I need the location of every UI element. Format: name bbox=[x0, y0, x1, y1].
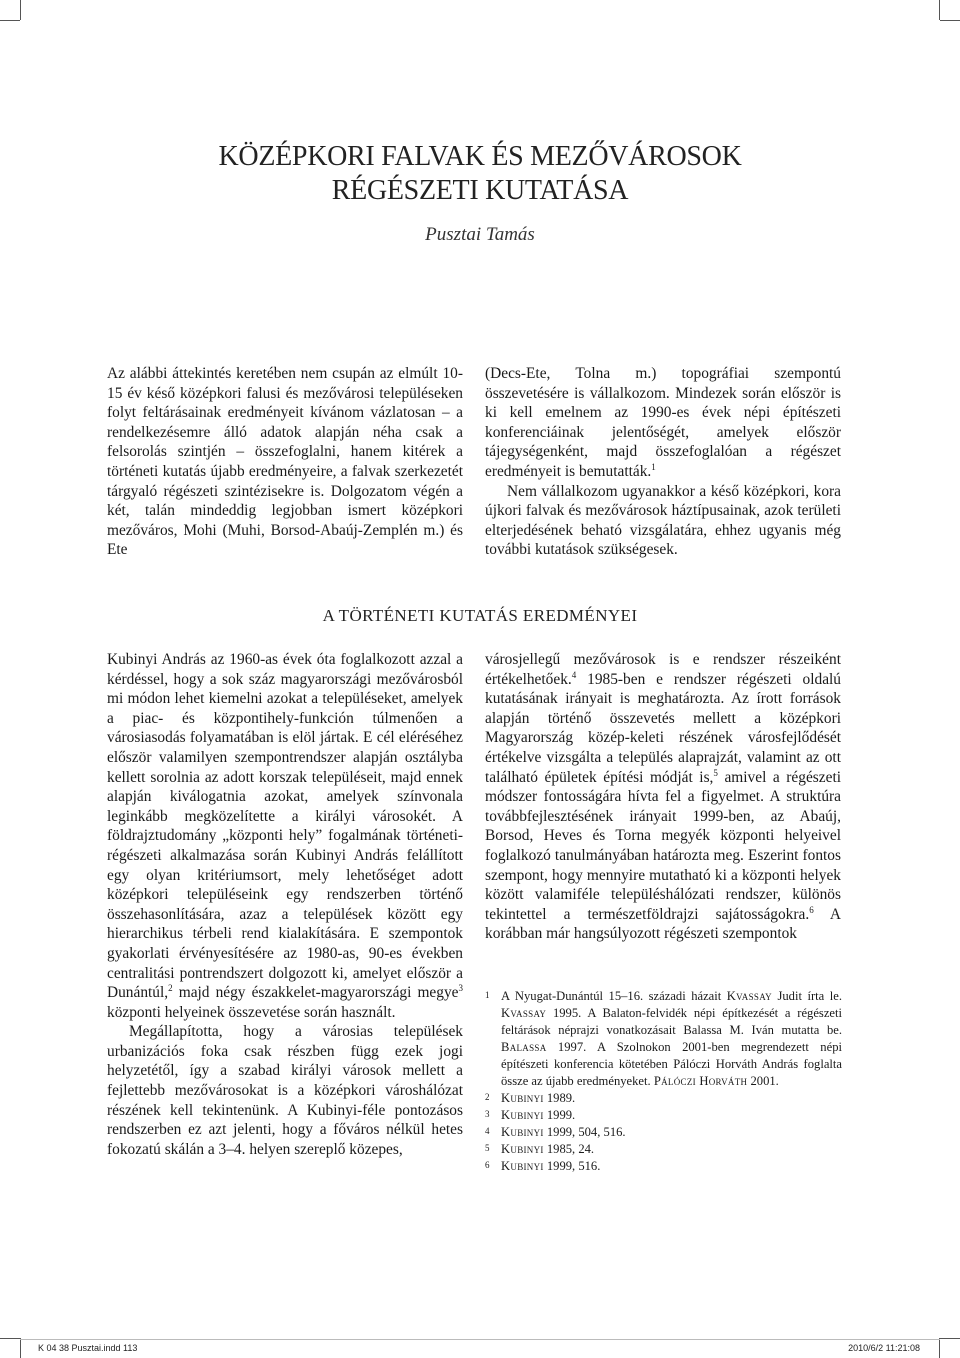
footnote bbox=[485, 1141, 842, 1158]
footnote-number: 3 bbox=[485, 1109, 490, 1119]
footnote-ref: 4 bbox=[571, 669, 577, 680]
abstract-paragraph: Az alábbi áttekintés keretében nem csupán az elmúlt 10-15 év késő középkori falusi és mezővárosi településeken folyt feltárásainak eredményeit kívánom vázlatosan – a rendelkezésemre álló adatok alapján néha csak a felsorolás szintjén – összefoglalni, hanem kitérek a történeti kutatás újabb eredményeire, a falvak szerkezetét tárgyaló régészeti szintézisekre is. Dolgozatom végén a két, talán mindeddig legjobban ismert középkori mezőváros, Mohi (Muhi, Borsod-Abaúj-Zemplén m.) és Ete bbox=[107, 365, 463, 559]
crop-mark bbox=[0, 20, 20, 21]
author-name: Pusztai Tamás bbox=[425, 224, 535, 245]
slug-timestamp: 2010/6/2 11:21:08 bbox=[848, 1343, 920, 1353]
footnotes bbox=[485, 988, 842, 1175]
body-paragraph: városjellegű mezővárosok is e rendszer részeiként értékelhetőek.$^4$ 1985-ben e rendszer régészeti oldalú kutatásának irányait is meghatározta. Az írott források alapján történő összevetés mellett a középkori Magyarország közép-keleti részének városfejlődését értékelve vizsgálta a település alaprajzát, valamint az ott található épületek építési módját is,$^5$ amivel a régészeti módszer fontosságára hívta fel a figyelmet. A struktúra továbbfejlesztésének irányait 1999-ben, az Abaúj, Borsod, Heves és Torna megyék központi helyeivel foglalkozó tanulmányában határozta meg. Eszerint fontos szempont, hogy mennyire mutatható ki a központi helyek között valamiféle településhálózati rendszer, különös tekintettel a természetföldrajzi sajátosságokra.$^6$ A korábban már hangsúlyozott régészeti szempontok bbox=[485, 651, 841, 943]
body-column-right bbox=[485, 650, 841, 944]
footnote-ref: 6 bbox=[809, 904, 814, 915]
slug-file-name: K 04 38 Pusztai.indd 113 bbox=[38, 1343, 138, 1353]
footnote-text: Kubinyi 1999. bbox=[501, 1108, 576, 1122]
crop-mark bbox=[940, 1338, 960, 1339]
footnote-ref: 3 bbox=[458, 982, 463, 993]
footnote bbox=[485, 1158, 842, 1175]
footnote-number: 6 bbox=[485, 1160, 490, 1170]
article-title-line-1: KÖZÉPKORI FALVAK ÉS MEZŐVÁROSOK bbox=[218, 141, 742, 172]
footnote-text: Kubinyi 1999, 504, 516. bbox=[501, 1125, 626, 1139]
body-paragraph: Megállapította, hogy a városias települések urbanizációs foka csak részben függ ezek jogi helyzetétől, így a szabad királyi városok mellett a fejlettebb mezővárosokat is a középkori városhálózat részének kell tekintenünk. A Kubinyi-féle pontozásos rendszerben ez azt jelenti, hogy a főváros nélkül hetes fokozatú skálán a 3–4. helyen szereplő közepes, bbox=[107, 1023, 463, 1158]
crop-mark bbox=[20, 0, 21, 20]
footnote bbox=[485, 1124, 842, 1141]
abstract-paragraph: (Decs-Ete, Tolna m.) topográfiai szempontú összevetésére is vállalkozom. Mindezek során először is ki kell emelnem az 1990-es évek népi építészeti konferenciáinak jelentőségét, amelyek először tájegységenként, majd összefoglalóan a régészet eredményeit is bemutatták.$^1$ bbox=[485, 365, 841, 480]
footnote-text: A Nyugat-Dunántúl 15–16. századi házait Kvassay Judit írta le. Kvassay 1995. A Balaton-felvidék népi építkezését a régészeti feltárások néprajzi vonatkozásait Balassa M. Iván mutatta be. Balassa 1997. A Szolnokon 2001-ben megrendezett népi építészeti konferencia kötetében Pálóczi Horváth András foglalta össze az újabb eredményeket. Pálóczi Horváth 2001. bbox=[501, 989, 842, 1088]
footnote-number: 5 bbox=[485, 1143, 490, 1153]
body-column-left bbox=[107, 650, 463, 1159]
crop-mark bbox=[939, 0, 940, 20]
footnote-number: 4 bbox=[485, 1126, 490, 1136]
section-heading: A TÖRTÉNETI KUTATÁS EREDMÉNYEI bbox=[322, 606, 638, 625]
footnote-number: 1 bbox=[485, 990, 490, 1000]
abstract-paragraph: Nem vállalkozom ugyanakkor a késő középkori, kora újkori falvak és mezővárosok háztípusainak, azok területi elterjedésének beható vizsgálatára, ehhez ugyanis még további kutatások szükségesek. bbox=[485, 482, 841, 559]
footnote bbox=[485, 1090, 842, 1107]
footnote-number: 2 bbox=[485, 1092, 490, 1102]
article-title bbox=[0, 140, 960, 208]
abstract-column-left bbox=[107, 364, 463, 560]
crop-mark bbox=[940, 20, 960, 21]
footnote bbox=[485, 988, 842, 1090]
body-paragraph: Kubinyi András az 1960-as évek óta foglalkozott azzal a kérdéssel, hogy a sok száz magyarországi mezővárosból mi módon lehet kiemelni azokat a településeket, amelyek a piac- és központihely-funkción túlmenően a városiasodás folyamatában is elöl jártak. E cél eléréséhez először valamilyen szempontrendszer alapján osztályba kellett sorolnia az adott korszak településeit, majd ennek alapján kiválogatnia azokat, amelyek színvonala leginkább megközelítette a királyi városokét. A földrajztudomány „központi hely” fogalmának történeti-régészeti alkalmazása során Kubinyi András felállított egy olyan kritériumsort, mely lehetőséget adott középkori településeink egy rendszerben történő összehasonlítására, azaz a települések között egy hierarchikus térbeli rend kialakítására. E szempontok gyakorlati érvényesítésére az 1980-as, 90-es években centralitási pontrendszert dolgozott ki, amelyet először a Dunántúl,$^2$ majd négy északkelet-magyarországi megye$^3$ központi helyeinek összevetése során használt. bbox=[107, 651, 463, 1021]
article-title-line-2: RÉGÉSZETI KUTATÁSA bbox=[331, 175, 629, 206]
slug-line bbox=[20, 1339, 940, 1354]
footnote-ref: 2 bbox=[168, 982, 173, 993]
footnote-text: Kubinyi 1985, 24. bbox=[501, 1142, 595, 1156]
crop-mark bbox=[0, 1338, 20, 1339]
footnote-text: Kubinyi 1999, 516. bbox=[501, 1159, 601, 1173]
footnote-text: Kubinyi 1989. bbox=[501, 1091, 576, 1105]
footnote-ref: 1 bbox=[651, 461, 656, 472]
footnote bbox=[485, 1107, 842, 1124]
abstract-column-right bbox=[485, 364, 841, 560]
footnote-ref: 5 bbox=[713, 767, 718, 778]
